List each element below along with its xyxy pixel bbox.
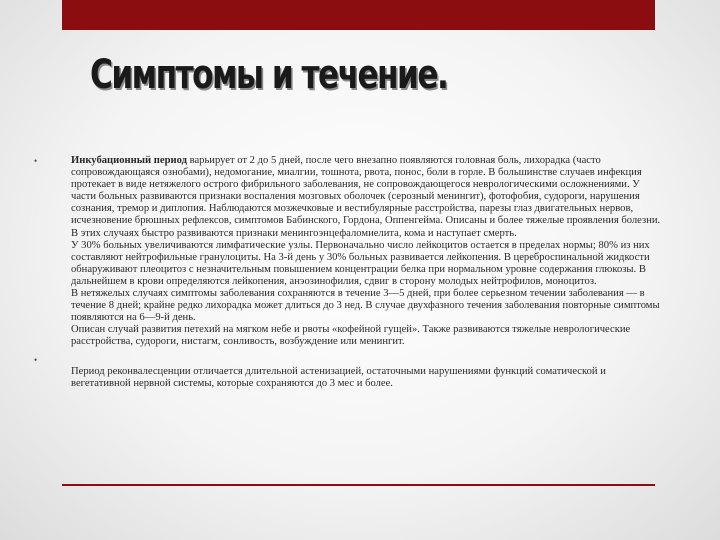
slide-title: Симптомы и течение. (90, 52, 448, 98)
bullet-text (71, 155, 664, 349)
bullet-text (71, 366, 664, 390)
bottom-divider (62, 484, 655, 486)
bullet-body: варьирует от 2 до 5 дней, после чего внезапно появляются головная боль, лихорадка (часто сопровождающаяся ознобами), недомогание, миалгии, тошнота, рвота, понос, боли в горле. В большинстве случаев инфекция протекает в виде нетяжелого острого фибрильного заболевания, не сопровождающегося неврологическими осложнениями. У части больных развиваются признаки воспаления мозговых оболочек (серозный менингит), фотофобия, судороги, нарушения сознания, тремор и диплопия. Наблюдаются мозжечковые и вестибулярные расстройства, парезы глаз двигательных нервов, исчезновение брюшных рефлексов, симптомов Бабинского, Гордона, Оппенгейма. Описаны и более тяжелые проявления болезни. В этих случаях быстро развиваются признаки менингоэнцефаломиелита, кома и наступает смерть. У 30% больных увеличиваются лимфатические узлы. Первоначально число лейкоцитов остается в пределах нормы; 80% из них составляют нейтрофильные гранулоциты. На 3-й день у 30% больных развивается лейкопения. В цереброспинальной жидкости обнаруживают плеоцитоз с незначительным повышением концентрации белка при нормальном уровне содержания глюкозы. В дальнейшем в крови определяются лейкопения, анэозинофилия, сдвиг в сторону молодых нейтрофилов, моноцитоз. В нетяжелых случаях симптомы заболевания сохраняются в течение 3—5 дней, при более серьезном течении заболевания — в течение 8 дней; крайне редко лихорадка может длиться до 3 нед. В случае двухфазного течения заболевания повторные симптомы появляются на 6—9-й день. Описан случай развития петехий на мягком небе и рвоты «кофейной гущей». Также развиваются тяжелые неврологические расстройства, судороги, нистагм, сонливость, возбуждение или менингит. (71, 155, 661, 348)
bullet-item-incubation (34, 155, 664, 349)
bullet-marker: • (34, 354, 38, 365)
bullet-lead: Инкубационный период (71, 155, 187, 166)
bullet-item-convalescence (34, 354, 664, 390)
bullet-marker: • (34, 156, 38, 166)
slide-content (34, 155, 664, 390)
bullet-body: Период реконвалесценции отличается длительной астенизацией, остаточными нарушениями функций соматической и вегетативной нервной системы, которые сохраняются до 3 мес и более. (71, 365, 606, 389)
top-accent-bar (62, 0, 655, 30)
